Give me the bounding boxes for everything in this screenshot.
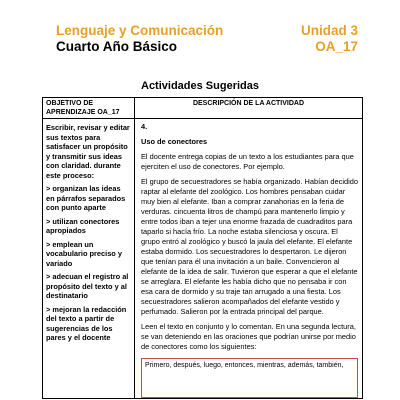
objective-point: > adecuan el registro al propósito del texto y al destinatario [46,272,129,300]
activities-table [42,97,363,399]
activity-cell [135,119,363,399]
objective-point: > emplean un vocabulario preciso y variado [46,239,122,268]
subject-title: Lenguaje y Comunicación [56,23,224,38]
activity-paragraph: Leen el texto en conjunto y lo comentan. En una segunda lectura, se van deteniendo en las oraciones que podrían unirse por medio de conectores como los siguientes: [141,322,356,351]
objective-point: > utilizan conectores apropiados [46,216,120,235]
objective-column-header: OBJETIVO DE APRENDIZAJE OA_17 [43,98,135,119]
activity-number: 4. [141,122,148,131]
header-right [301,23,358,55]
activity-paragraph: El docente entrega copias de un texto a los estudiantes para que ejerciten el uso de conectores. Por ejemplo. [141,152,354,171]
grade-title: Cuarto Año Básico [56,39,178,54]
objective-intro: Escribir, revisar y editar sus textos para satisfacer un propósito y transmitir sus ideas con claridad. durante este proceso: [46,123,130,180]
page-title: Actividades Sugeridas [141,80,259,92]
objective-cell [43,119,135,399]
table-row [43,119,363,399]
activity-paragraph: El grupo de secuestradores se había organizado. Habían decidido raptar al elefante del zoológico. Los hombres pensaban cuidar muy bien al elefante. Iban a comprar zanahorias en la feria de verduras. cincuenta litros de champú para mantenerlo limpio y entre todos iban a tejer una enorme frazada de cuadraditos para taparlo si hacía frío. La noche estaba silenciosa y oscura. El grupo entró al zoológico y buscó la jaula del elefante. El elefante estaba dormido. Los secuestradores lo despertaron. Le dijeron que tenían para él una invitación a un baile. Convencieron al elefante de la idea de salir. Tuvieron que esperar a que el elefante se arreglara. El elefante les había dicho que no pensaba ir con esa cara de dormido y su traje tan arrugado a una fiesta. Los secuestradores salieron acompañados del elefante vestido y perfumado. Salieron por la entrada principal del parque. [141,177,358,316]
table-header-row [43,98,363,119]
activity-column-header: DESCRIPCIÓN DE LA ACTIVIDAD [135,98,363,119]
activity-title: Uso de conectores [141,137,208,146]
unit-label: Unidad 3 [300,23,358,38]
objective-point: > organizan las ideas en párrafos separados con punto aparte [46,184,126,212]
objective-point: > mejoran la redacción del texto a partir de sugerencias de los pares y el docente [46,304,127,342]
header-left [56,23,223,55]
objective-code: OA_17 [315,39,358,54]
connectors-box: Primero, después, luego, entonces, mientras, además, también, [141,358,358,398]
